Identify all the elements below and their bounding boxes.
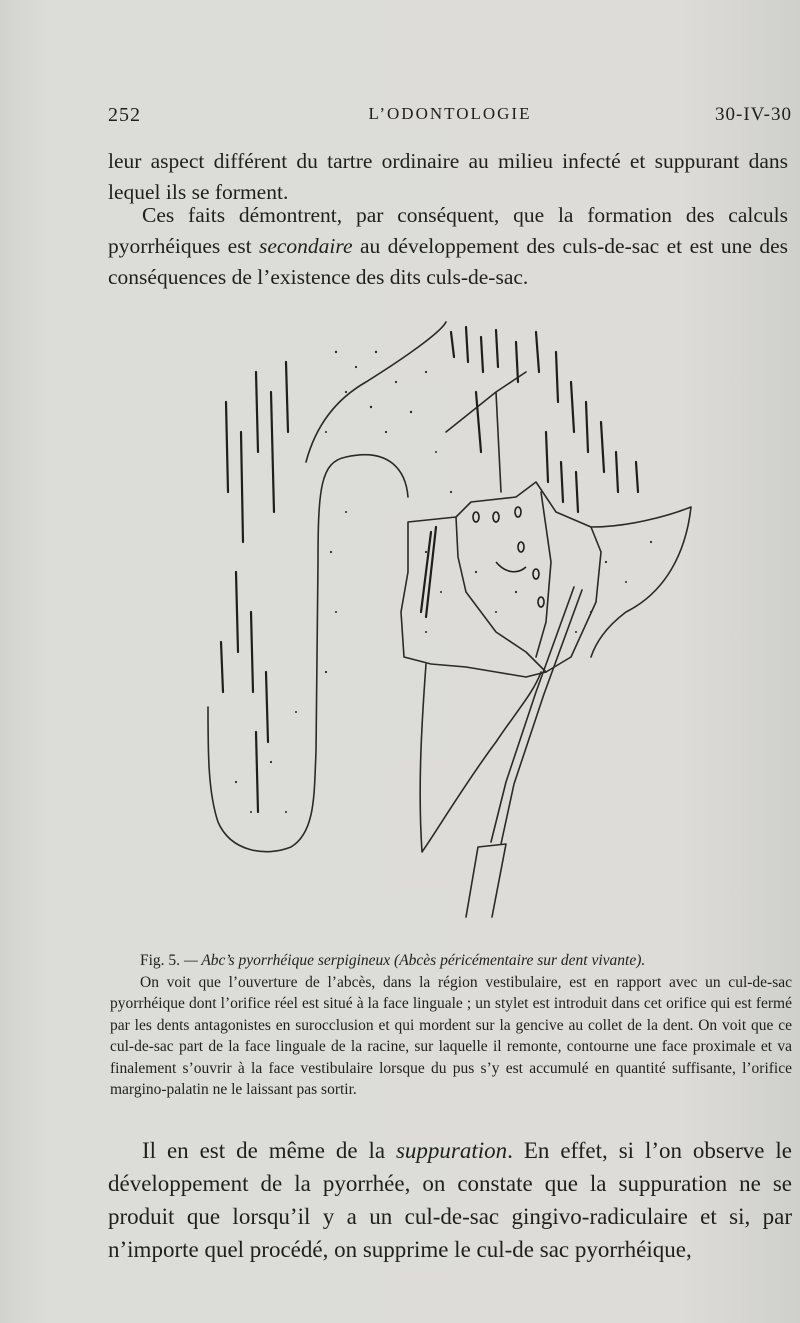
dental-abscess-drawing (196, 312, 706, 922)
figure-label: Fig. 5. (140, 952, 181, 969)
right-gum-outline (591, 507, 691, 657)
paragraph-2-before: Ces faits démontrent, par conséquent, que la formation des calculs pyorrhéiques est (108, 203, 788, 258)
paragraph-3-after: . En effet, si l’on observe le développement de la pyorrhée, on constate que la suppuration ne se produit que lorsqu’il y a un cul-de-sac gingivo-radiculaire et si, par n’importe quel procédé, on supprime le cul-de sac pyorrhéique, (108, 1138, 792, 1262)
paragraph-2 (108, 200, 788, 293)
gum-pocket-outline (208, 455, 408, 852)
paragraph-2-emphasis: secondaire (258, 234, 353, 258)
crown-cusp-line (456, 517, 546, 672)
figure-caption-body: On voit que l’ouverture de l’abcès, dans la région vestibulaire, est en rapport avec un cul-de-sac pyorrhéique dont l’orifice réel est situé à la face linguale ; un stylet est introduit dans cet orifice qui est fermé par les dents antagonistes en surocclusion et qui mordent sur la gencive au collet de la dent. On voit que ce cul-de-sac part de la face linguale de la racine, sur laquelle il remonte, contourne une face proximale et va finalement s’ouvrir à la face vestibulaire lorsque du pus s’y est accumulé en quantité suffisante, l’orifice margino-palatin ne le laissant pas sortir. (110, 973, 792, 1098)
paragraph-1-text: leur aspect différent du tartre ordinaire au milieu infecté et suppurant dans lequel ils se forment. (108, 149, 788, 204)
page-number: 252 (108, 104, 141, 126)
dark-hatching (221, 327, 638, 812)
tooth-marks (473, 507, 544, 607)
running-header (108, 104, 792, 134)
paragraph-2-after: au développement des culs-de-sac et est une des conséquences de l’existence des dits culs-de-sac. (108, 234, 788, 289)
paragraph-1 (108, 146, 788, 208)
figure-caption-title (110, 950, 792, 972)
issue-date: 30-IV-30 (715, 104, 792, 125)
journal-title: L’ODONTOLOGIE (368, 104, 532, 123)
paragraph-2-text (108, 200, 788, 293)
upper-tissue-line (446, 372, 526, 492)
figure-caption (110, 950, 792, 1101)
paragraph-3-text (108, 1134, 792, 1266)
paragraph-3-emphasis: suppuration (395, 1138, 508, 1163)
paragraph-3 (108, 1134, 792, 1266)
paragraph-3-before: Il en est de même de la (142, 1138, 396, 1163)
tissue-stippling (235, 351, 652, 813)
upper-gum-outline (306, 322, 446, 462)
probe-handle (466, 844, 506, 917)
figure-5-illustration (196, 312, 706, 922)
figure-title: — Abc’s pyorrhéique serpigineux (Abcès péricémentaire sur dent vivante). (183, 952, 646, 969)
probe-line-1 (491, 587, 574, 842)
